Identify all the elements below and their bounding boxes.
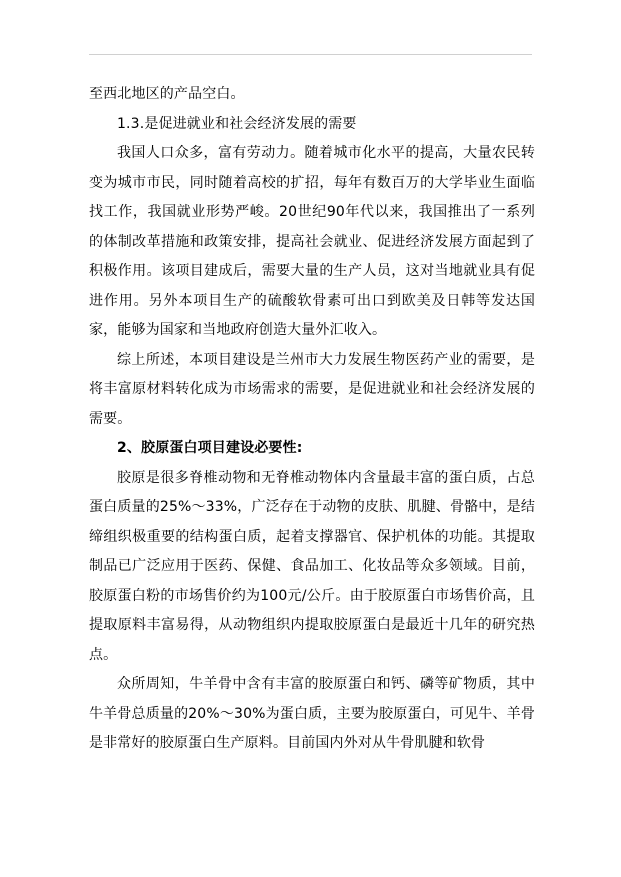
paragraph-bone-source: 众所周知，牛羊骨中含有丰富的胶原蛋白和钙、磷等矿物质，其中牛羊骨总质量的20%～30%为蛋白质，主要为胶原蛋白，可见牛、羊骨是非常好的胶原蛋白生产原料。目前国内外对从牛骨肌腱和软骨: [89, 676, 535, 751]
document-body: [89, 80, 535, 759]
paragraph-employment: 我国人口众多，富有劳动力。随着城市化水平的提高，大量农民转变为城市市民，同时随着高校的扩招，每年有数百万的大学毕业生面临找工作，我国就业形势严峻。20世纪90年代以来，我国推出了一系列的体制改革措施和政策安排，提高社会就业、促进经济发展方面起到了积极作用。该项目建成后，需要大量的生产人员，这对当地就业具有促进作用。另外本项目生产的硫酸软骨素可出口到欧美及日韩等发达国家，能够为国家和当地政府创造大量外汇收入。: [89, 145, 535, 338]
header-divider: [89, 54, 532, 55]
section-heading-collagen: 2、胶原蛋白项目建设必要性:: [117, 440, 303, 456]
paragraph-continuation: 至西北地区的产品空白。: [89, 86, 245, 102]
section-heading-1-3: 1.3.是促进就业和社会经济发展的需要: [117, 115, 357, 132]
paragraph-collagen-intro: 胶原是很多脊椎动物和无脊椎动物体内含量最丰富的蛋白质，占总蛋白质量的25%～33%，广泛存在于动物的皮肤、肌腱、骨骼中，是结缔组织极重要的结构蛋白质，起着支撑器官、保护机体的功能。其提取制品已广泛应用于医药、保健、食品加工、化妆品等众多领域。目前，胶原蛋白粉的市场售价约为100元/公斤。由于胶原蛋白市场售价高，且提取原料丰富易得，从动物组织内提取胶原蛋白是最近十几年的研究热点。: [89, 469, 535, 663]
paragraph-summary: 综上所述，本项目建设是兰州市大力发展生物医药产业的需要，是将丰富原材料转化成为市场需求的需要，是促进就业和社会经济发展的需要。: [89, 351, 535, 427]
